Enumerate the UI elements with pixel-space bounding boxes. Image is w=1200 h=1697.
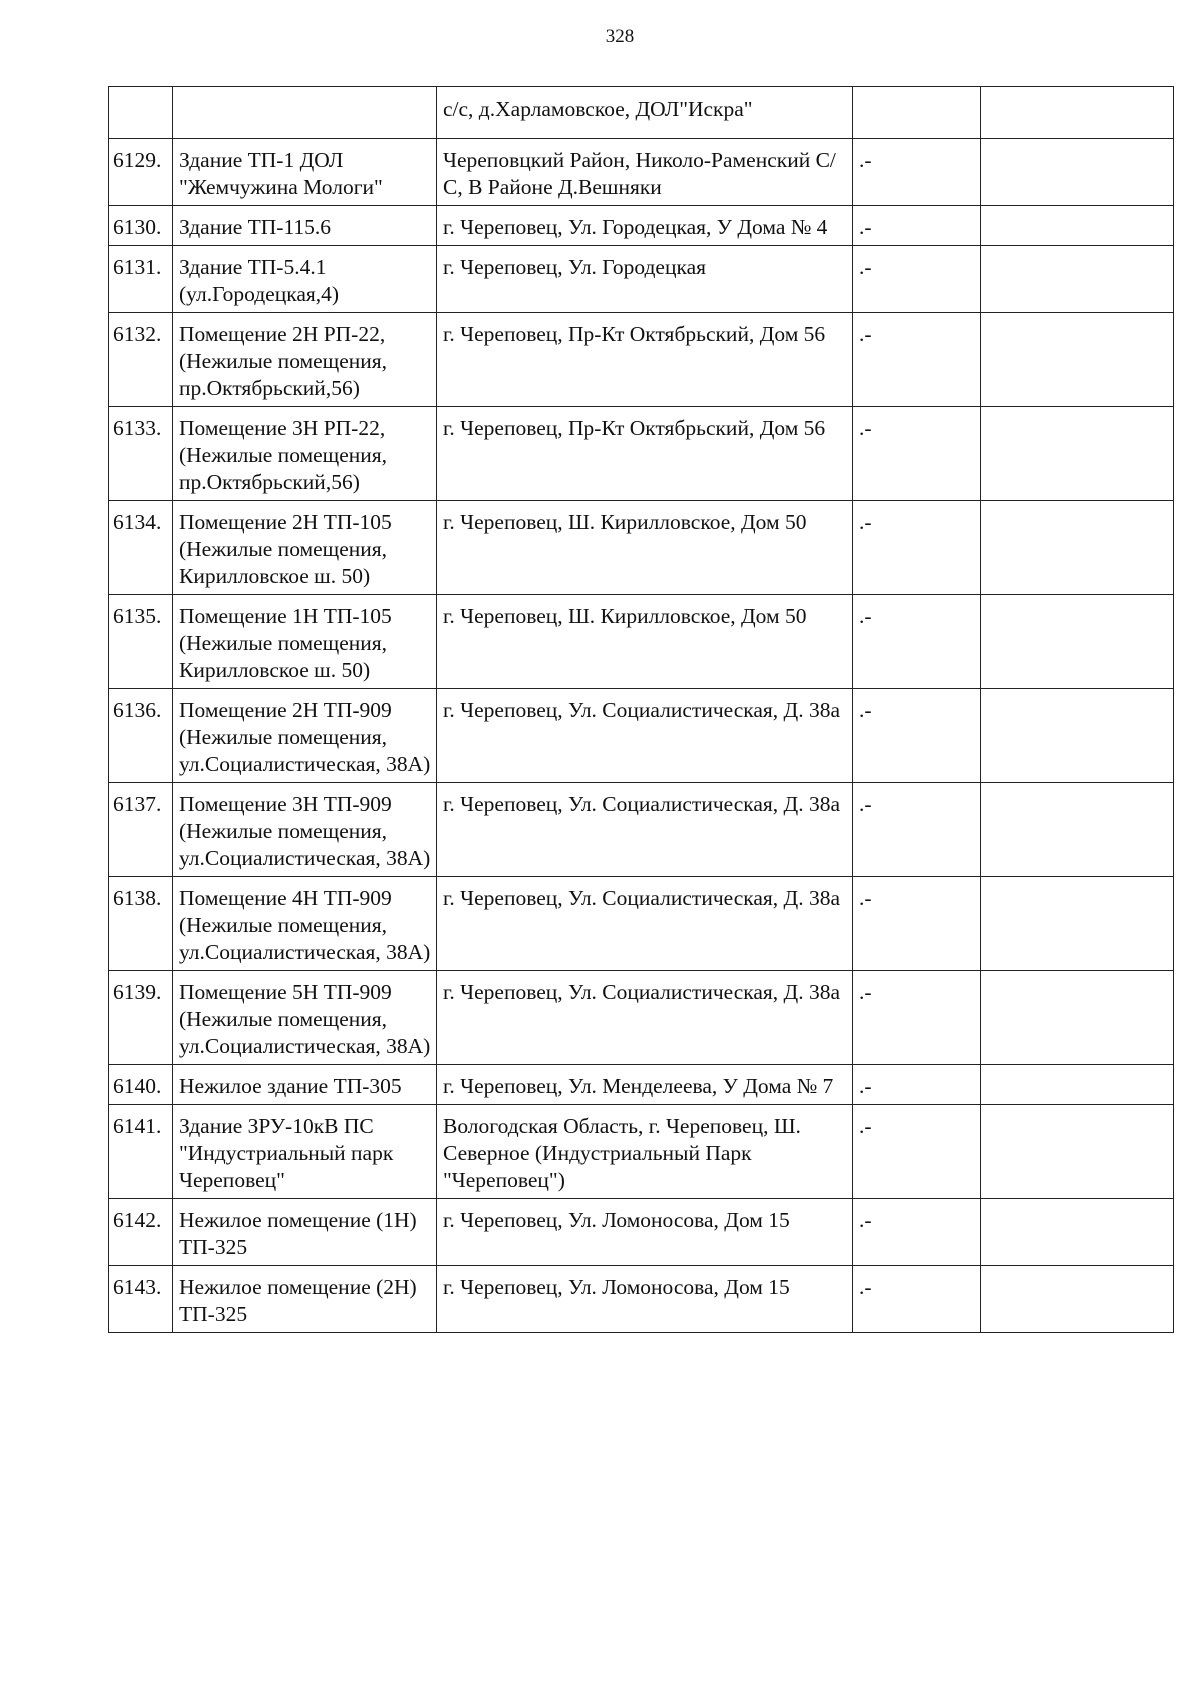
- table-row-continuation: [109, 87, 1174, 139]
- cell-name: Здание ЗРУ-10кВ ПС "Индустриальный парк Череповец": [173, 1105, 437, 1199]
- cell-address: с/с, д.Харламовское, ДОЛ"Искра": [437, 87, 853, 139]
- cell-address: г. Череповец, Ул. Социалистическая, Д. 38а: [437, 877, 853, 971]
- cell-address: г. Череповец, Ул. Городецкая: [437, 246, 853, 313]
- cell-number: 6139.: [109, 971, 173, 1065]
- cell-note: [981, 1105, 1174, 1199]
- cell-note: [981, 313, 1174, 407]
- cell-address: г. Череповец, Пр-Кт Октябрьский, Дом 56: [437, 407, 853, 501]
- cell-note: [981, 689, 1174, 783]
- table-row: [109, 246, 1174, 313]
- cell-name: Здание ТП-115.6: [173, 206, 437, 246]
- cell-address: г. Череповец, Ул. Менделеева, У Дома № 7: [437, 1065, 853, 1105]
- table-row: [109, 595, 1174, 689]
- cell-value: .-: [853, 407, 981, 501]
- cell-value: .-: [853, 689, 981, 783]
- cell-name: Помещение 4Н ТП-909 (Нежилые помещения, ул.Социалистическая, 38А): [173, 877, 437, 971]
- cell-number: 6142.: [109, 1199, 173, 1266]
- page-number: 328: [605, 26, 635, 47]
- cell-name: Помещение 3Н ТП-909 (Нежилые помещения, ул.Социалистическая, 38А): [173, 783, 437, 877]
- cell-value: .-: [853, 971, 981, 1065]
- cell-number: 6137.: [109, 783, 173, 877]
- cell-note: [981, 595, 1174, 689]
- cell-number: 6141.: [109, 1105, 173, 1199]
- cell-number: 6132.: [109, 313, 173, 407]
- cell-value: .-: [853, 501, 981, 595]
- cell-address: Череповцкий Район, Николо-Раменский С/С, В Районе Д.Вешняки: [437, 139, 853, 206]
- cell-name: Помещение 2Н РП-22, (Нежилые помещения, пр.Октябрьский,56): [173, 313, 437, 407]
- table-row: [109, 1199, 1174, 1266]
- cell-value: .-: [853, 1105, 981, 1199]
- cell-number: 6140.: [109, 1065, 173, 1105]
- cell-number: 6131.: [109, 246, 173, 313]
- cell-address: г. Череповец, Ул. Социалистическая, Д. 38а: [437, 689, 853, 783]
- cell-note: [981, 87, 1174, 139]
- cell-note: [981, 206, 1174, 246]
- cell-note: [981, 1199, 1174, 1266]
- table-row: [109, 1065, 1174, 1105]
- cell-value: .-: [853, 1199, 981, 1266]
- cell-value: .-: [853, 1065, 981, 1105]
- table-row: [109, 313, 1174, 407]
- cell-note: [981, 971, 1174, 1065]
- cell-value: .-: [853, 783, 981, 877]
- table-row: [109, 206, 1174, 246]
- cell-name: Нежилое помещение (1Н) ТП-325: [173, 1199, 437, 1266]
- cell-address: г. Череповец, Ул. Социалистическая, Д. 38а: [437, 783, 853, 877]
- cell-note: [981, 246, 1174, 313]
- cell-name: Нежилое здание ТП-305: [173, 1065, 437, 1105]
- cell-value: .-: [853, 1266, 981, 1333]
- cell-name: Здание ТП-1 ДОЛ "Жемчужина Мологи": [173, 139, 437, 206]
- table-row: [109, 407, 1174, 501]
- cell-number: 6129.: [109, 139, 173, 206]
- cell-value: .-: [853, 206, 981, 246]
- cell-address: г. Череповец, Пр-Кт Октябрьский, Дом 56: [437, 313, 853, 407]
- table-row: [109, 689, 1174, 783]
- cell-value: .-: [853, 139, 981, 206]
- table-row: [109, 783, 1174, 877]
- cell-number: 6138.: [109, 877, 173, 971]
- table-row: [109, 877, 1174, 971]
- cell-number: 6134.: [109, 501, 173, 595]
- table-row: [109, 971, 1174, 1065]
- cell-address: г. Череповец, Ул. Ломоносова, Дом 15: [437, 1199, 853, 1266]
- cell-note: [981, 501, 1174, 595]
- cell-note: [981, 877, 1174, 971]
- cell-name: Нежилое помещение (2Н) ТП-325: [173, 1266, 437, 1333]
- cell-note: [981, 1065, 1174, 1105]
- cell-value: .-: [853, 877, 981, 971]
- cell-note: [981, 139, 1174, 206]
- cell-note: [981, 1266, 1174, 1333]
- property-table: [108, 86, 1174, 1333]
- cell-number: 6143.: [109, 1266, 173, 1333]
- cell-number: 6133.: [109, 407, 173, 501]
- table-body: [109, 87, 1174, 1333]
- cell-address: г. Череповец, Ул. Социалистическая, Д. 38а: [437, 971, 853, 1065]
- table-row: [109, 139, 1174, 206]
- cell-value: .-: [853, 595, 981, 689]
- cell-address: г. Череповец, Ул. Городецкая, У Дома № 4: [437, 206, 853, 246]
- cell-address: г. Череповец, Ш. Кирилловское, Дом 50: [437, 501, 853, 595]
- cell-number: [109, 87, 173, 139]
- cell-note: [981, 783, 1174, 877]
- cell-value: .-: [853, 246, 981, 313]
- cell-name: [173, 87, 437, 139]
- cell-name: Помещение 1Н ТП-105 (Нежилые помещения, Кирилловское ш. 50): [173, 595, 437, 689]
- cell-number: 6135.: [109, 595, 173, 689]
- cell-value: .-: [853, 313, 981, 407]
- cell-note: [981, 407, 1174, 501]
- cell-address: г. Череповец, Ш. Кирилловское, Дом 50: [437, 595, 853, 689]
- cell-number: 6136.: [109, 689, 173, 783]
- cell-name: Помещение 3Н РП-22, (Нежилые помещения, пр.Октябрьский,56): [173, 407, 437, 501]
- cell-address: Вологодская Область, г. Череповец, Ш. Северное (Индустриальный Парк "Череповец"): [437, 1105, 853, 1199]
- cell-name: Помещение 5Н ТП-909 (Нежилые помещения, ул.Социалистическая, 38А): [173, 971, 437, 1065]
- cell-value: [853, 87, 981, 139]
- cell-number: 6130.: [109, 206, 173, 246]
- cell-name: Помещение 2Н ТП-909 (Нежилые помещения, ул.Социалистическая, 38А): [173, 689, 437, 783]
- cell-name: Помещение 2Н ТП-105 (Нежилые помещения, Кирилловское ш. 50): [173, 501, 437, 595]
- table-row: [109, 501, 1174, 595]
- cell-name: Здание ТП-5.4.1 (ул.Городецкая,4): [173, 246, 437, 313]
- table-row: [109, 1266, 1174, 1333]
- cell-address: г. Череповец, Ул. Ломоносова, Дом 15: [437, 1266, 853, 1333]
- table-row: [109, 1105, 1174, 1199]
